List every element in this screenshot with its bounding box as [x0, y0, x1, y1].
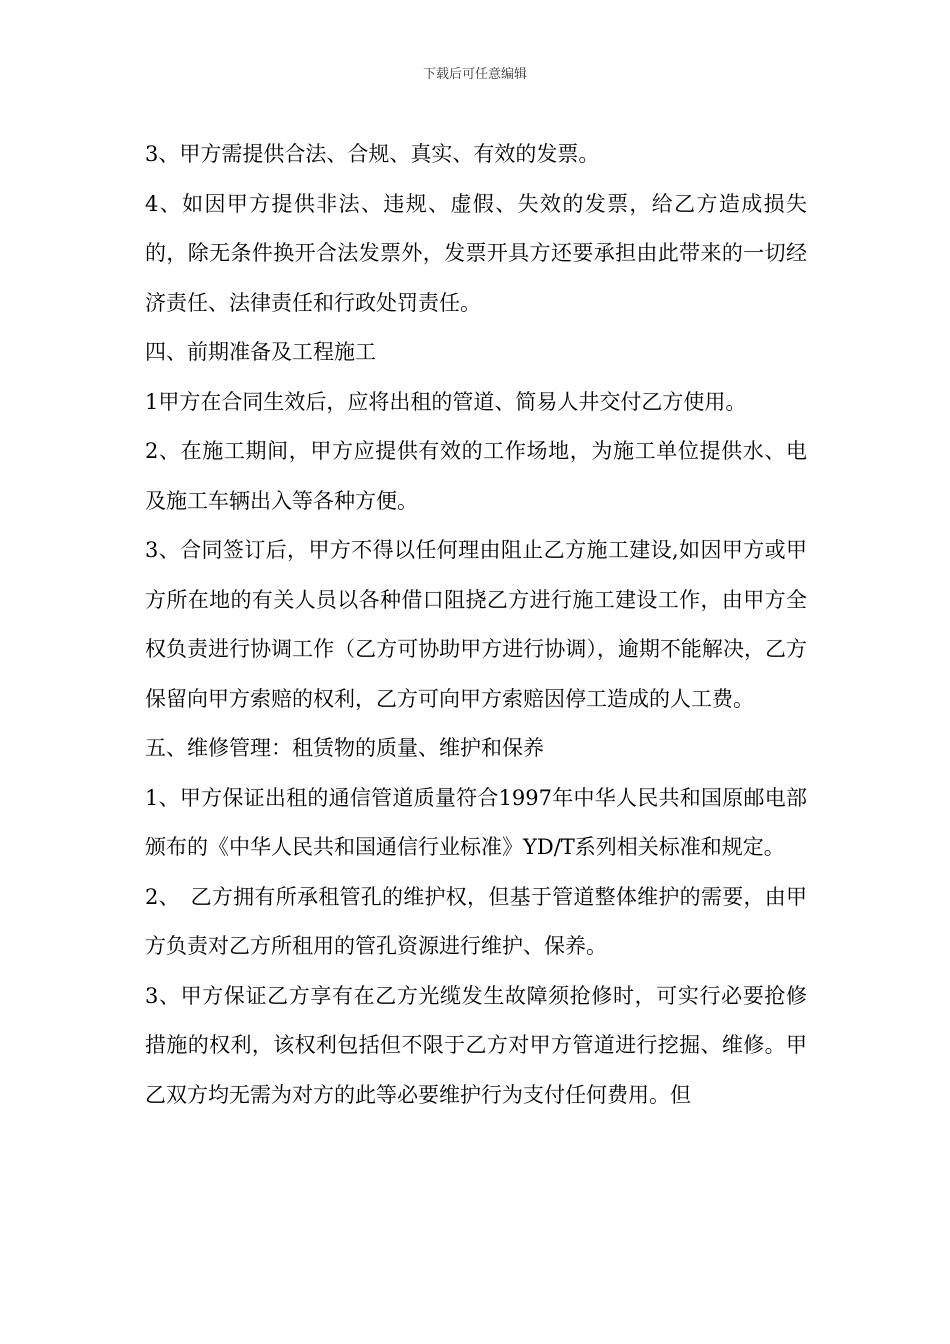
- section-heading-maintenance: 五、维修管理：租赁物的质量、维护和保养: [145, 736, 544, 760]
- paragraph-quality-standard: 1、甲方保证出租的通信管道质量符合1997年中华人民共和国原邮电部颁布的《中华人民共和国通信行业标准》YD/T系列相关标准和规定。: [145, 785, 807, 859]
- paragraph-maintenance-right: 2、 乙方拥有所承租管孔的维护权，但基于管道整体维护的需要，由甲方负责对乙方所租用的管孔资源进行维护、保养。: [145, 884, 807, 958]
- paragraph-work-site: 2、在施工期间，甲方应提供有效的工作场地，为施工单位提供水、电及施工车辆出入等各种方便。: [145, 439, 807, 513]
- paragraph-emergency-repair: 3、甲方保证乙方享有在乙方光缆发生故障须抢修时，可实行必要抢修措施的权利，该权利包括但不限于乙方对甲方管道进行挖掘、维修。甲乙双方均无需为对方的此等必要维护行为支付任何费用。但: [145, 983, 807, 1107]
- section-heading-preparation: 四、前期准备及工程施工: [145, 340, 376, 364]
- document-body: [145, 130, 807, 1120]
- paragraph-invoice-liability: 4、如因甲方提供非法、违规、虚假、失效的发票，给乙方造成损失的，除无条件换开合法发票外，发票开具方还要承担由此带来的一切经济责任、法律责任和行政处罚责任。: [145, 191, 807, 315]
- paragraph-handover: 1甲方在合同生效后，应将出租的管道、简易人井交付乙方使用。: [145, 389, 747, 414]
- paragraph-obstruction: 3、合同签订后，甲方不得以任何理由阻止乙方施工建设,如因甲方或甲方所在地的有关人员以各种借口阻挠乙方进行施工建设工作，由甲方全权负责进行协调工作（乙方可协助甲方进行协调），逾期不能解决，乙方保留向甲方索赔的权利，乙方可向甲方索赔因停工造成的人工费。: [145, 538, 807, 711]
- page-header-note: 下载后可任意编辑: [422, 67, 527, 82]
- paragraph-invoice-requirement: 3、甲方需提供合法、合规、真实、有效的发票。: [145, 142, 600, 166]
